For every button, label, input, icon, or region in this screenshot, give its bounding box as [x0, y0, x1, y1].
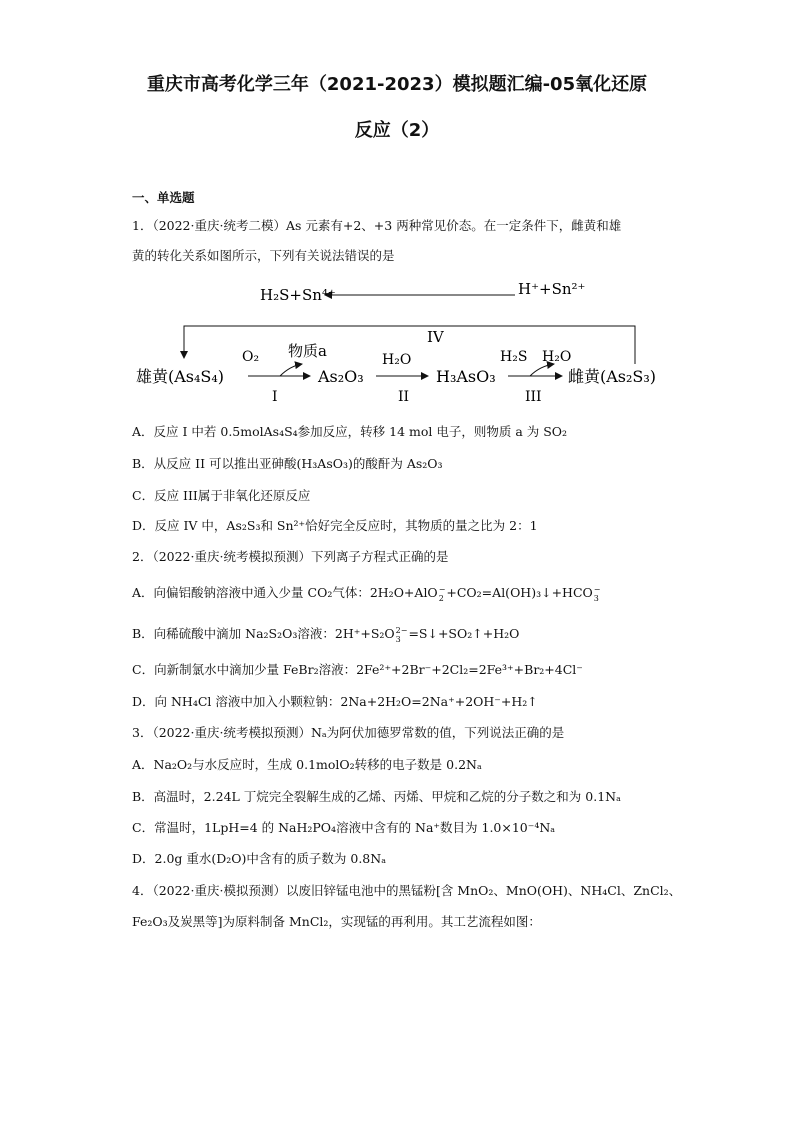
substance-a-label: 物质a — [288, 342, 327, 360]
h3aso3-label: H₃AsO₃ — [436, 367, 496, 386]
q1-stem-line1: 1．（2022·重庆·统考二模）As 元素有+2、+3 两种常见价态。在一定条件下，雌黄和雄 — [132, 218, 622, 233]
page-title-line2: 反应（2） — [354, 120, 440, 141]
as2o3-label: As₂O₃ — [318, 367, 364, 386]
orpiment-label: 雌黄(As₂S₃) — [568, 367, 657, 386]
label-ii: II — [398, 389, 410, 405]
q2-stem: 2．（2022·重庆·统考模拟预测）下列离子方程式正确的是 — [132, 549, 449, 564]
q2-option-c: C．向新制氯水中滴加少量 FeBr₂溶液：2Fe²⁺+2Br⁻+2Cl₂=2Fe³⁺+Br₂+4Cl⁻ — [132, 662, 583, 677]
conversion-diagram — [130, 268, 690, 413]
hco3-ion-marks: − 3 — [593, 584, 601, 603]
q3-option-b: B．高温时，2.24L 丁烷完全裂解生成的乙烯、丙烯、甲烷和乙烷的分子数之和为 0.1Nₐ — [132, 789, 621, 804]
o2-label: O₂ — [242, 349, 260, 365]
h2o-label-2: H₂O — [542, 349, 572, 365]
q1-option-a: A．反应 I 中若 0.5molAs₄S₄参加反应，转移 14 mol 电子，则物质 a 为 SO₂ — [132, 424, 568, 439]
q3-option-c: C．常温时，1LpH=4 的 NaH₂PO₄溶液中含有的 Na⁺数目为 1.0×10⁻⁴Nₐ — [132, 820, 556, 835]
q2-option-b-part1: B．向稀硫酸中滴加 Na₂S₂O₃溶液：2H⁺+S₂O — [132, 626, 395, 641]
q3-stem: 3．（2022·重庆·统考模拟预测）Nₐ为阿伏加德罗常数的值，下列说法正确的是 — [132, 725, 565, 740]
page-title-line1: 重庆市高考化学三年（2021-2023）模拟题汇编-05氧化还原 — [146, 74, 648, 95]
label-i: I — [272, 389, 278, 405]
q3-option-a: A．Na₂O₂与水反应时，生成 0.1molO₂转移的电子数是 0.2Nₐ — [132, 757, 482, 772]
q1-stem-line2: 黄的转化关系如图所示，下列有关说法错误的是 — [132, 248, 395, 263]
q2-option-a-part2: +CO₂=Al(OH)₃↓+HCO — [446, 585, 593, 600]
h2o-label-1: H₂O — [382, 352, 412, 368]
q1-option-d: D．反应 IV 中，As₂S₃和 Sn²⁺恰好完全反应时，其物质的量之比为 2：1 — [132, 518, 538, 533]
section-heading: 一、单选题 — [132, 190, 195, 205]
q4-stem-line2: Fe₂O₃及炭黑等]为原料制备 MnCl₂，实现锰的再利用。其工艺流程如图： — [132, 914, 541, 929]
q2-option-b — [132, 624, 519, 644]
arrow-i-branch — [280, 364, 302, 376]
h2s-label: H₂S — [500, 349, 528, 365]
diagram-top-right: H⁺+Sn²⁺ — [518, 280, 586, 298]
label-iii: III — [525, 389, 542, 405]
label-iv: IV — [427, 328, 444, 346]
diagram-top-left: H₂S+Sn⁴⁺ — [260, 286, 336, 304]
q2-option-b-part2: =S↓+SO₂↑+H₂O — [408, 626, 520, 641]
s2o3-ion-marks: 2− 3 — [395, 625, 408, 644]
q1-option-c: C．反应 III属于非氧化还原反应 — [132, 488, 311, 503]
realgar-label: 雄黄(As₄S₄) — [136, 367, 225, 386]
q2-option-d: D．向 NH₄Cl 溶液中加入小颗粒钠：2Na+2H₂O=2Na⁺+2OH⁻+H₂↑ — [132, 694, 538, 709]
q4-stem-line1: 4．（2022·重庆·模拟预测）以废旧锌锰电池中的黑锰粉[含 MnO₂、MnO(OH)、NH₄Cl、ZnCl₂、 — [132, 883, 682, 898]
q3-option-d: D．2.0g 重水(D₂O)中含有的质子数为 0.8Nₐ — [132, 851, 387, 866]
q2-option-a — [132, 583, 601, 603]
q2-option-a-part1: A．向偏铝酸钠溶液中通入少量 CO₂气体：2H₂O+AlO — [132, 585, 438, 600]
arrow-iii-branch — [530, 364, 554, 376]
alo2-ion-marks: − 2 — [438, 584, 446, 603]
q1-option-b: B．从反应 II 可以推出亚砷酸(H₃AsO₃)的酸酐为 As₂O₃ — [132, 456, 443, 471]
